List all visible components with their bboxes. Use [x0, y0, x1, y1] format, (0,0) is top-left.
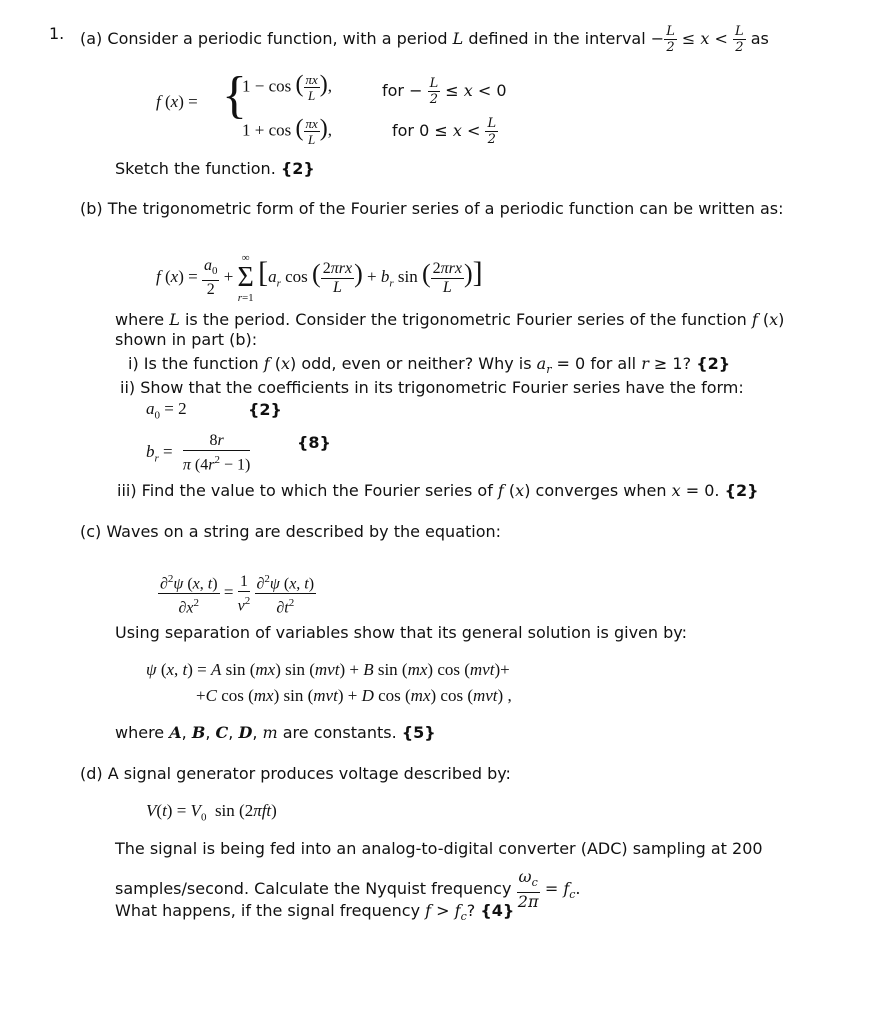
adc-line3: What happens, if the signal frequency $f > f_c$? {4}	[115, 901, 515, 924]
part-a-line	[80, 24, 769, 55]
sketch-line	[115, 159, 315, 179]
where-line2: shown in part (b):	[115, 330, 258, 349]
br-marks: {8}	[297, 433, 331, 452]
sub-iii-marks: {2}	[724, 481, 759, 500]
part-b-label: (b)	[80, 199, 103, 218]
sketch-text: Sketch the function.	[115, 159, 276, 178]
case2-expr: 1 + cos ( $\frac{\pi x}{L}$ ),	[242, 115, 333, 147]
a0-marks: {2}	[248, 400, 282, 419]
constants-line: where A, B, C, D, m are constants. {5}	[115, 723, 436, 742]
part-c-label: (c)	[80, 522, 102, 541]
sub-i: i) Is the function f (x) odd, even or neither? Why is $a_r = 0$ for all r ≥ 1? {2}	[128, 354, 731, 377]
nyquist-text: samples/second. Calculate the Nyquist frequency	[115, 879, 512, 899]
case1-expr: 1 − cos ( $\frac{\pi x}{L}$ ),	[242, 71, 333, 103]
part-a-as: as	[750, 29, 769, 48]
part-b-intro: The trigonometric form of the Fourier series of a periodic function can be written as:	[107, 199, 784, 218]
solution-line2: +C cos (mx) sin (mvt) + D cos (mx) cos (mvt) ,	[196, 686, 512, 705]
part-d-line	[80, 764, 511, 784]
var-l: L	[452, 29, 464, 48]
part-d-label: (d)	[80, 764, 103, 783]
part-b-line	[80, 199, 783, 219]
case2-cond: for 0 ≤ x < $\frac{L}{2}$	[392, 116, 497, 147]
part-c-marks: {5}	[401, 723, 436, 742]
part-d-intro: A signal generator produces voltage described by:	[107, 764, 511, 783]
wave-equation: $\frac{\partial^2\psi (x, t)}{\partial x^2}$ = $\frac{1}{v^2}$ $\frac{\partial^2\psi (x, t)}{\partial t^2}$	[158, 570, 316, 618]
part-d-marks: {4}	[480, 901, 515, 920]
piecewise-lhs: f (x) =	[156, 92, 198, 111]
solution-line1: ψ (x, t) = A sin (mx) sin (mvt) + B sin (mx) cos (mvt)+	[146, 660, 510, 679]
question-number: 1.	[49, 24, 65, 43]
adc-line1: The signal is being fed into an analog-to-digital converter (ADC) sampling at 200	[115, 839, 763, 858]
sub-i-marks: {2}	[696, 354, 731, 373]
part-c-line	[80, 522, 501, 542]
using-line: Using separation of variables show that its general solution is given by:	[115, 623, 687, 642]
case1-cond: for − $\frac{L}{2}$ ≤ x < 0	[382, 76, 507, 107]
part-a-label: (a)	[80, 29, 103, 48]
br-eq: $b_r$ = $\frac{8r}{\pi (4r^2 - 1)}$	[146, 432, 251, 474]
nyquist-expr: $\frac{\omega_c}{2\pi}$ = $f_c$.	[517, 867, 581, 912]
sub-ii: ii) Show that the coefficients in its trigonometric Fourier series have the form:	[120, 378, 744, 397]
part-c-intro: Waves on a string are described by the equation:	[106, 522, 502, 541]
piecewise-brace: {	[222, 67, 247, 124]
where-line1: where L is the period. Consider the trigonometric Fourier series of the function f (x)	[115, 310, 785, 329]
sub-iii: iii) Find the value to which the Fourier series of f (x) converges when x = 0. {2}	[117, 481, 759, 500]
a0-eq: $a_0 = 2$	[146, 399, 187, 422]
part-a-intro2: defined in the interval	[468, 29, 646, 48]
voltage-eq: $V(t) = V_0$ sin (2πft)	[146, 801, 277, 824]
part-a-marks: {2}	[280, 159, 315, 178]
fourier-series: f (x) = $\frac{a_0}{2}$ + ∞ Σ r=1 [$a_r$ cos ( $\frac{\text{2πrx}}{L}$ ) + $b_r$ sin ( $\frac{\text{2πrx}}{L}$ )]	[156, 252, 483, 304]
part-a-intro: Consider a periodic function, with a period	[107, 29, 448, 48]
interval-expr: − $\frac{L}{2}$ ≤ x < $\frac{L}{2}$	[650, 24, 744, 55]
